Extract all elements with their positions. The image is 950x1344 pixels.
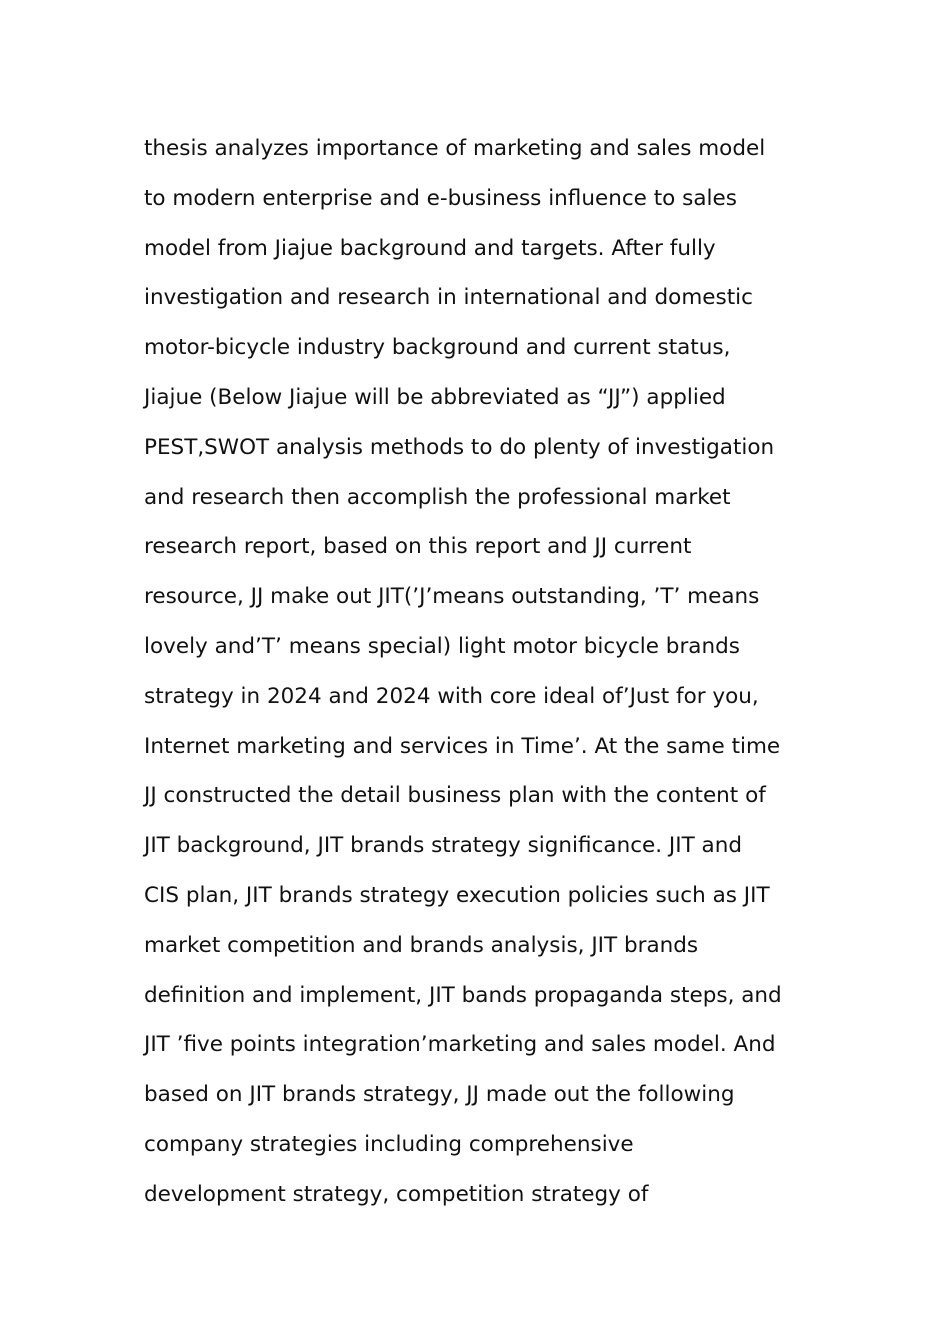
text-line: motor-bicycle industry background and current status, <box>144 335 731 361</box>
text-line: and research then accomplish the professional market <box>144 484 731 510</box>
text-line: Internet marketing and services in Time’. At the same time <box>144 733 781 759</box>
text-line: strategy in 2024 and 2024 with core ideal of’Just for you, <box>144 683 759 709</box>
text-line: CIS plan, JIT brands strategy execution policies such as JIT <box>144 882 770 908</box>
text-line: JIT background, JIT brands strategy significance. JIT and <box>144 833 743 859</box>
text-line: company strategies including comprehensive <box>144 1131 634 1157</box>
text-line: thesis analyzes importance of marketing and sales model <box>144 136 766 161</box>
text-line: market competition and brands analysis, JIT brands <box>144 932 699 958</box>
text-line: model from Jiajue background and targets. After fully <box>144 235 716 261</box>
text-line: development strategy, competition strategy of <box>144 1181 649 1207</box>
text-line: definition and implement, JIT bands propaganda steps, and <box>144 982 782 1008</box>
text-line: research report, based on this report and JJ current <box>144 534 692 560</box>
text-line: resource, JJ make out JIT(’J’means outstanding, ’T’ means <box>144 584 760 610</box>
text-line: JIT ’five points integration’marketing and sales model. And <box>144 1032 776 1058</box>
text-line: investigation and research in international and domestic <box>144 285 753 311</box>
text-line: to modern enterprise and e-business influence to sales <box>144 185 737 211</box>
text-line: Jiajue (Below Jiajue will be abbreviated as “JJ”) applied <box>144 384 726 410</box>
text-line: based on JIT brands strategy, JJ made out the following <box>144 1082 735 1108</box>
text-line: JJ constructed the detail business plan with the content of <box>144 783 766 809</box>
body-paragraph <box>144 124 824 1220</box>
text-line: PEST,SWOT analysis methods to do plenty of investigation <box>144 434 775 460</box>
text-line: lovely and’T’ means special) light motor bicycle brands <box>144 633 740 659</box>
